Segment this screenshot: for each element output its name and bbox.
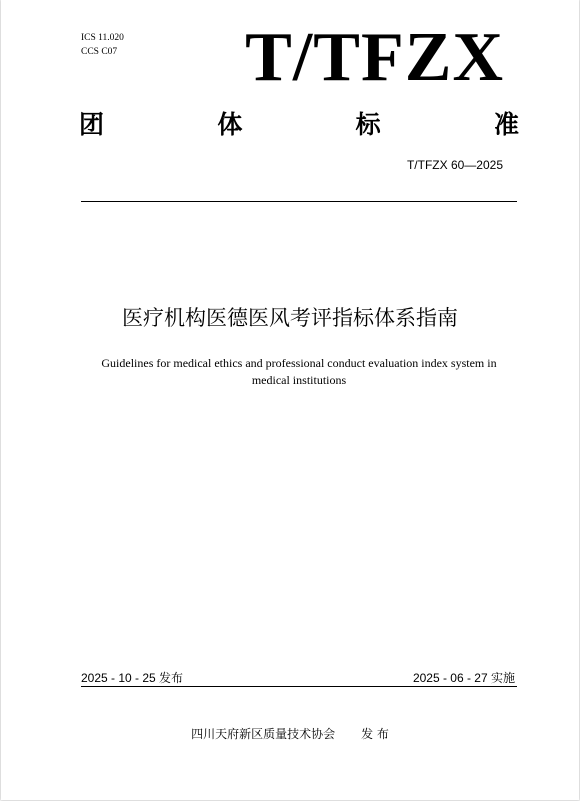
- standard-type-char: 体: [217, 110, 243, 139]
- publisher-action: 发 布: [361, 727, 389, 741]
- release-date: 2025 - 10 - 25 发布: [81, 671, 184, 685]
- bottom-divider: [81, 686, 517, 687]
- ccs-code: CCS C07: [81, 47, 118, 57]
- standard-type-char: 标: [355, 110, 381, 139]
- publisher-line: [1, 725, 579, 742]
- standard-type: [79, 110, 519, 140]
- english-title-line: Guidelines for medical ethics and professional conduct evaluation index system in: [101, 356, 497, 370]
- standard-code: T/TFZX: [245, 19, 504, 96]
- top-divider: [81, 201, 517, 202]
- english-title-line: medical institutions: [251, 373, 347, 387]
- standard-number: T/TFZX 60—2025: [406, 158, 503, 172]
- english-title: [79, 355, 519, 389]
- implementation-date: 2025 - 06 - 27 实施: [412, 671, 515, 685]
- publisher-name: 四川天府新区质量技术协会: [191, 727, 336, 741]
- standard-type-char: 团: [79, 110, 105, 139]
- document-page: [1, 0, 579, 800]
- standard-type-char: 准: [493, 110, 519, 139]
- ics-code: ICS 11.020: [81, 33, 124, 43]
- chinese-title: 医疗机构医德医风考评指标体系指南: [122, 306, 458, 330]
- classification-codes: [81, 31, 124, 59]
